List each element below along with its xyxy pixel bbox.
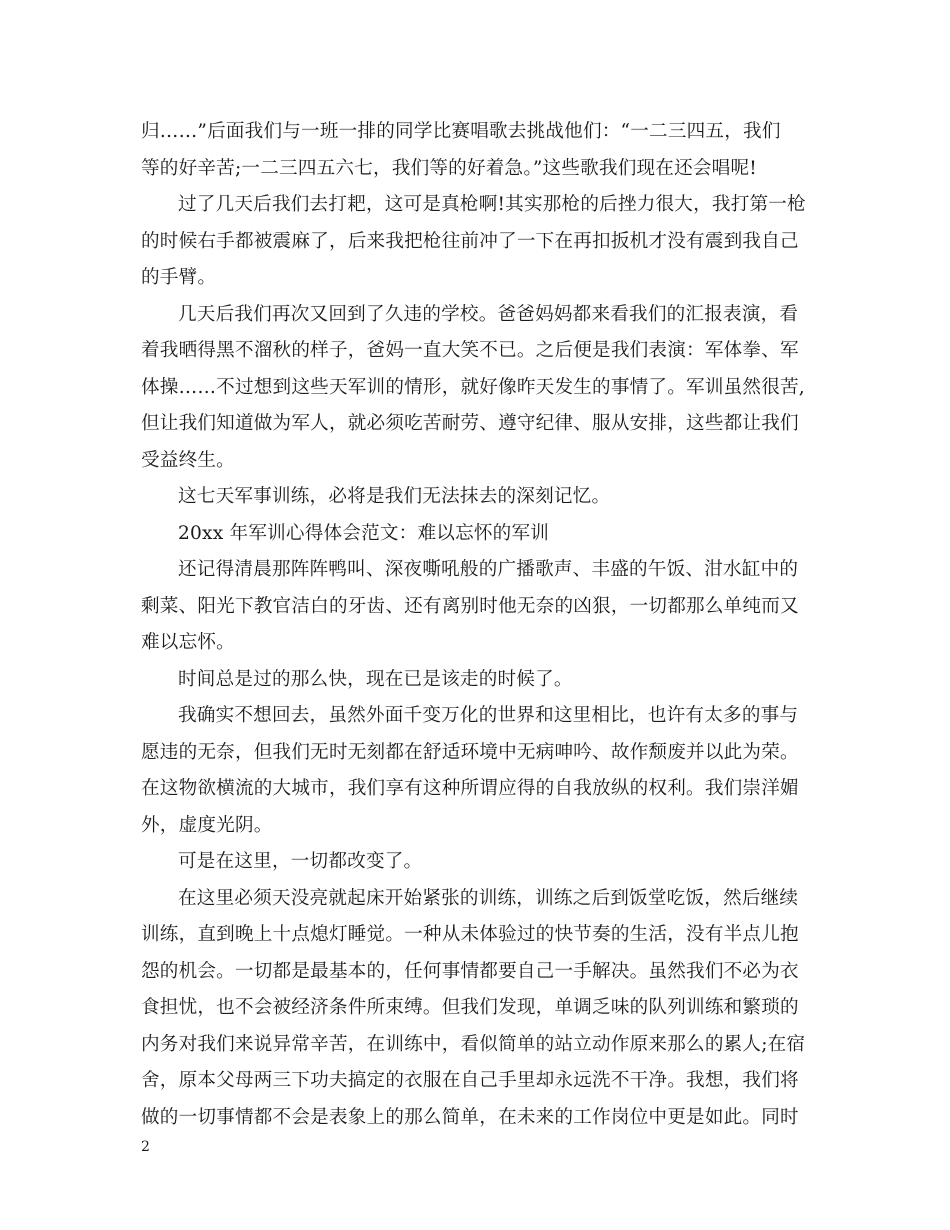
text-line: 我确实不想回去，虽然外面千变万化的世界和这里相比，也许有太多的事与 — [178, 705, 799, 726]
text-line: 舍，原本父母两三下功夫搞定的衣服在自己手里却永远洗不干净。我想，我们将 — [141, 1070, 799, 1091]
text-line: 的手臂。 — [141, 267, 217, 288]
text-line: 时间总是过的那么快，现在已是该走的时候了。 — [178, 668, 573, 690]
text-line: 体操……不过想到这些天军训的情形，就好像昨天发生的事情了。军训虽然很苦, — [141, 376, 805, 398]
text-line: 这七天军事训练，必将是我们无法抹去的深刻记忆。 — [178, 486, 611, 507]
text-line: 等的好辛苦;一二三四五六七，我们等的好着急。”这些歌我们现在还会唱呢! — [141, 157, 757, 179]
text-line: 受益终生。 — [141, 449, 235, 471]
text-line: 做的一切事情都不会是表象上的那么简单，在未来的工作岗位中更是如此。同时 — [141, 1106, 799, 1128]
text-line: 剩菜、阳光下教官洁白的牙齿、还有离别时他无奈的凶狠，一切都那么单纯而又 — [141, 595, 799, 617]
text-line: 过了几天后我们去打耙，这可是真枪啊!其实那枪的后挫力很大，我打第一枪 — [178, 194, 806, 215]
text-line: 的时候右手都被震麻了，后来我把枪往前冲了一下在再扣扳机才没有震到我自己 — [141, 230, 799, 252]
text-line: 在这里必须天没亮就起床开始紧张的训练，训练之后到饭堂吃饭，然后继续 — [178, 887, 799, 909]
text-line: 20xx 年军训心得体会范文：难以忘怀的军训 — [178, 522, 550, 544]
text-line: 愿违的无奈，但我们无时无刻都在舒适环境中无病呻吟、故作颓废并以此为荣。 — [141, 741, 799, 763]
text-line: 归……”后面我们与一班一排的同学比赛唱歌去挑战他们：“一二三四五，我们 — [141, 121, 781, 142]
text-line: 怨的机会。一切都是最基本的，任何事情都要自己一手解决。虽然我们不必为衣 — [141, 960, 799, 982]
text-line: 内务对我们来说异常辛苦，在训练中，看似简单的站立动作原来那么的累人;在宿 — [141, 1033, 806, 1055]
page-number: 2 — [141, 1139, 150, 1155]
text-line: 几天后我们再次又回到了久违的学校。爸爸妈妈都来看我们的汇报表演，看 — [178, 303, 799, 325]
text-line: 外，虚度光阴。 — [141, 814, 273, 836]
text-line: 训练，直到晚上十点熄灯睡觉。一种从未体验过的快节奏的生活，没有半点儿抱 — [141, 924, 799, 945]
text-line: 着我晒得黑不溜秋的样子，爸妈一直大笑不已。之后便是我们表演：军体拳、军 — [141, 340, 799, 361]
text-line: 难以忘怀。 — [141, 632, 235, 653]
text-line: 还记得清晨那阵阵鸭叫、深夜嘶吼般的广播歌声、丰盛的午饭、泔水缸中的 — [178, 559, 799, 580]
text-line: 但让我们知道做为军人，就必须吃苦耐劳、遵守纪律、服从安排，这些都让我们 — [141, 413, 799, 434]
text-line: 食担忧，也不会被经济条件所束缚。但我们发现，单调乏味的队列训练和繁琐的 — [141, 997, 799, 1018]
text-line: 在这物欲横流的大城市，我们享有这种所谓应得的自我放纵的权利。我们崇洋媚 — [141, 778, 799, 799]
document-body — [141, 114, 841, 1136]
text-line: 可是在这里，一切都改变了。 — [178, 851, 423, 872]
